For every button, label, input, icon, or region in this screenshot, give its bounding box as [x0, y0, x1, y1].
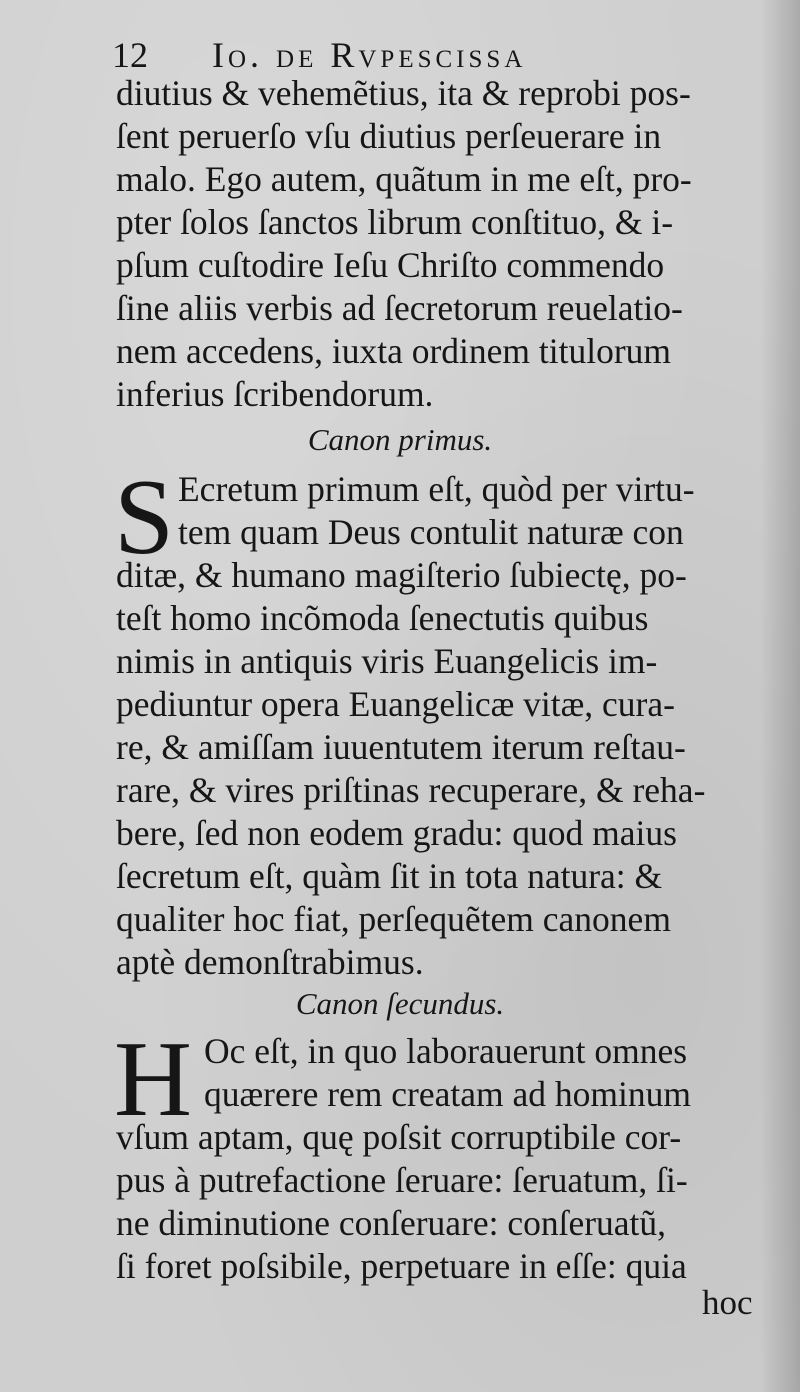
page-edge-shadow [760, 0, 800, 1392]
text-line: ne diminutione conſeruare: conſeruatũ, [116, 1203, 667, 1243]
text-line: ſi foret poſsibile, perpetuare in eſſe: quia [116, 1246, 687, 1286]
text-line: vſum aptam, quę poſsit corruptibile cor- [116, 1117, 682, 1157]
text-line: aptè demonſtrabimus. [116, 942, 424, 982]
text-line: tem quam Deus contulit naturæ con [178, 512, 684, 552]
text-line: teſt homo incõmoda ſenectutis quibus [116, 598, 649, 638]
text-line: nem accedens, iuxta ordinem titulorum [116, 331, 672, 371]
text-line: malo. Ego autem, quãtum in me eſt, pro- [116, 159, 692, 199]
text-line: diutius & vehemẽtius, ita & reprobi pos- [116, 73, 691, 113]
text-line: bere, ſed non eodem gradu: quod maius [116, 813, 677, 853]
text-line: Ecretum primum eſt, quòd per virtu- [178, 469, 695, 509]
text-line: Oc eſt, in quo laborauerunt omnes [204, 1031, 688, 1071]
page-number: 12 [112, 35, 148, 75]
running-title: Io. de Rvpescissa [212, 35, 527, 75]
section-heading: Canon ſecundus. [295, 986, 505, 1021]
text-line: ſine aliis verbis ad ſecretorum reuelatio- [116, 288, 683, 328]
canon-2-text [114, 1020, 766, 1288]
text-line: re, & amiſſam iuuentutem iterum reſtau- [116, 727, 686, 767]
text-line: pſum cuſtodire Ieſu Chriſto commendo [116, 245, 665, 285]
text-line: inferius ſcribendorum. [116, 374, 434, 414]
text-line: ditæ, & humano magiſterio ſubiectę, po- [116, 555, 687, 595]
section-heading: Canon primus. [307, 422, 493, 457]
drop-cap-letter: H [114, 1020, 192, 1139]
paragraph-continuation [116, 72, 766, 416]
text-line: ſent peruerſo vſu diutius perſeuerare in [116, 116, 662, 156]
text-line: quærere rem creatam ad hominum [204, 1074, 691, 1114]
text-line: qualiter hoc fiat, perſequẽtem canonem [116, 899, 671, 939]
catchword: hoc [702, 1283, 753, 1322]
text-line: pus à putrefactione ſeruare: ſeruatum, ſi- [116, 1160, 688, 1200]
text-line: pediuntur opera Euangelicæ vitæ, cura- [116, 684, 675, 724]
text-line: nimis in antiquis viris Euangelicis im- [116, 641, 658, 681]
canon-1-text [114, 458, 766, 984]
text-line: rare, & vires priſtinas recuperare, & reha- [116, 770, 706, 810]
text-line: ſecretum eſt, quàm ſit in tota natura: & [116, 856, 663, 896]
text-line: pter ſolos ſanctos librum conſtituo, & i- [116, 202, 674, 242]
drop-cap-letter: S [114, 458, 175, 577]
